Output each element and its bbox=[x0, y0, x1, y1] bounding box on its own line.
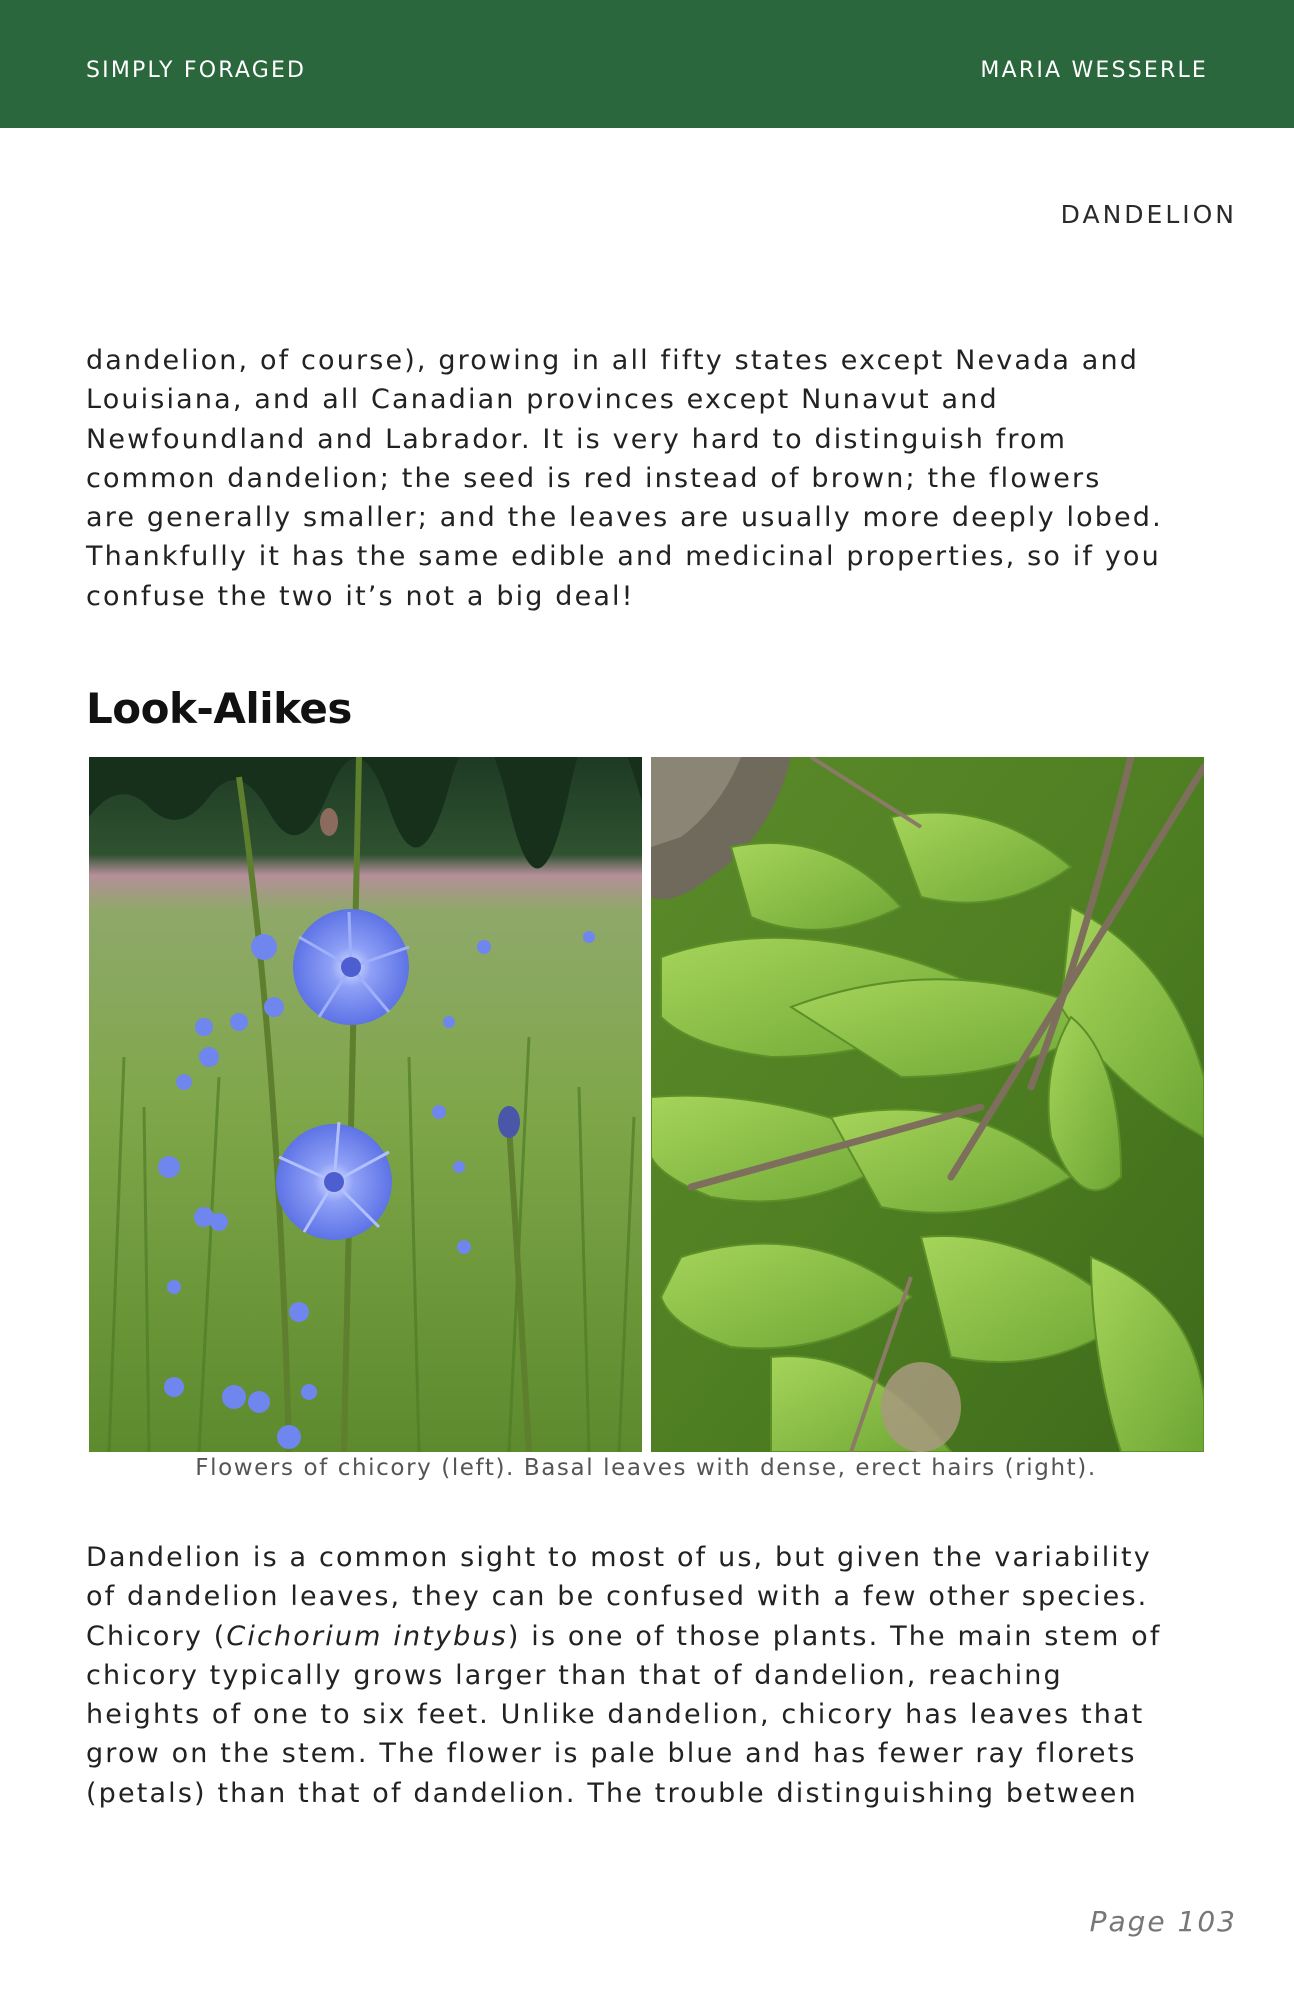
text-line: chicory typically grows larger than that of dandelion, reaching bbox=[86, 1659, 1063, 1691]
chicory-flower-photo bbox=[89, 757, 642, 1452]
author-name: MARIA WESSERLE bbox=[980, 58, 1208, 83]
header-bar bbox=[0, 0, 1294, 128]
section-heading: Look-Alikes bbox=[86, 684, 352, 733]
text-segment: Chicory ( bbox=[86, 1620, 227, 1652]
figure-caption: Flowers of chicory (left). Basal leaves with dense, erect hairs (right). bbox=[195, 1455, 1097, 1481]
text-line: dandelion, of course), growing in all fifty states except Nevada and bbox=[86, 345, 1140, 376]
text-segment: ) is one of those plants. The main stem of bbox=[507, 1620, 1162, 1652]
text-line: (petals) than that of dandelion. The trouble distinguishing between bbox=[86, 1777, 1138, 1809]
text-line: grow on the stem. The flower is pale blue and has fewer ray florets bbox=[86, 1738, 1137, 1770]
text-line bbox=[86, 1617, 1226, 1656]
text-line: Louisiana, and all Canadian provinces except Nunavut and bbox=[86, 384, 999, 416]
text-line: are generally smaller; and the leaves are usually more deeply lobed. bbox=[86, 502, 1163, 534]
text-line: heights of one to six feet. Unlike dandelion, chicory has leaves that bbox=[86, 1699, 1145, 1731]
basal-leaves-photo bbox=[651, 757, 1204, 1452]
text-line: Newfoundland and Labrador. It is very hard to distinguish from bbox=[86, 423, 1068, 455]
text-line: Dandelion is a common sight to most of us, but given the variability bbox=[86, 1542, 1152, 1573]
text-line: of dandelion leaves, they can be confused with a few other species. bbox=[86, 1581, 1149, 1613]
page-number: Page 103 bbox=[1089, 1905, 1237, 1938]
scientific-name: Cichorium intybus bbox=[226, 1620, 508, 1652]
body-paragraph-2 bbox=[86, 1538, 1226, 1813]
text-line: Thankfully it has the same edible and medicinal properties, so if you bbox=[86, 541, 1161, 573]
book-title: SIMPLY FORAGED bbox=[86, 58, 307, 83]
text-line: confuse the two it’s not a big deal! bbox=[86, 580, 635, 612]
body-paragraph-1 bbox=[86, 341, 1226, 616]
text-line: common dandelion; the seed is red instead of brown; the flowers bbox=[86, 462, 1102, 494]
section-title: DANDELION bbox=[1060, 200, 1237, 229]
